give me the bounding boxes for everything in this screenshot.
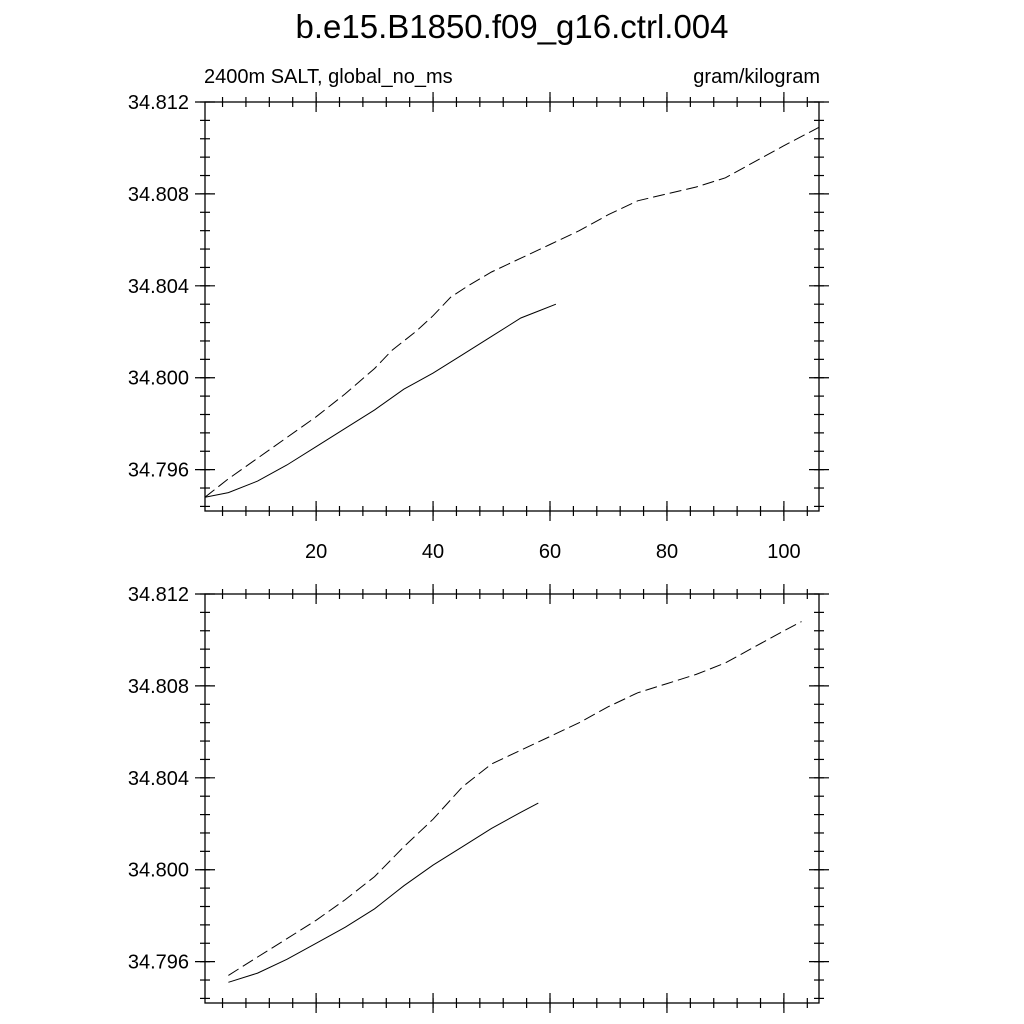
y-tick-label: 34.796 xyxy=(127,459,189,482)
y-tick-label: 34.804 xyxy=(127,275,189,298)
y-tick-label: 34.812 xyxy=(127,92,189,114)
variable-label: 2400m SALT, global_no_ms xyxy=(204,66,453,88)
x-tick-label: 80 xyxy=(655,541,679,563)
y-tick-label: 34.800 xyxy=(127,367,189,390)
x-tick-label: 60 xyxy=(538,541,562,563)
series-dashed-line xyxy=(205,127,819,497)
series-solid-line xyxy=(228,803,538,982)
bottom-panel xyxy=(128,584,829,1013)
top-plot-frame xyxy=(205,102,819,511)
series-dashed-line xyxy=(228,622,801,976)
y-tick-label: 34.804 xyxy=(127,767,189,790)
bottom-plot-frame xyxy=(205,594,819,1003)
x-tick-label: 40 xyxy=(421,541,445,563)
series-solid-line xyxy=(205,304,556,497)
y-tick-label: 34.800 xyxy=(127,859,189,882)
y-tick-label: 34.796 xyxy=(127,951,189,974)
top-panel xyxy=(128,92,829,563)
x-tick-label: 20 xyxy=(304,541,328,563)
y-tick-label: 34.808 xyxy=(127,183,189,206)
y-tick-label: 34.812 xyxy=(127,584,189,606)
x-tick-label: 100 xyxy=(767,541,801,563)
units-label: gram/kilogram xyxy=(693,66,820,88)
figure-title: b.e15.B1850.f09_g16.ctrl.004 xyxy=(295,8,729,45)
y-tick-label: 34.808 xyxy=(127,675,189,698)
